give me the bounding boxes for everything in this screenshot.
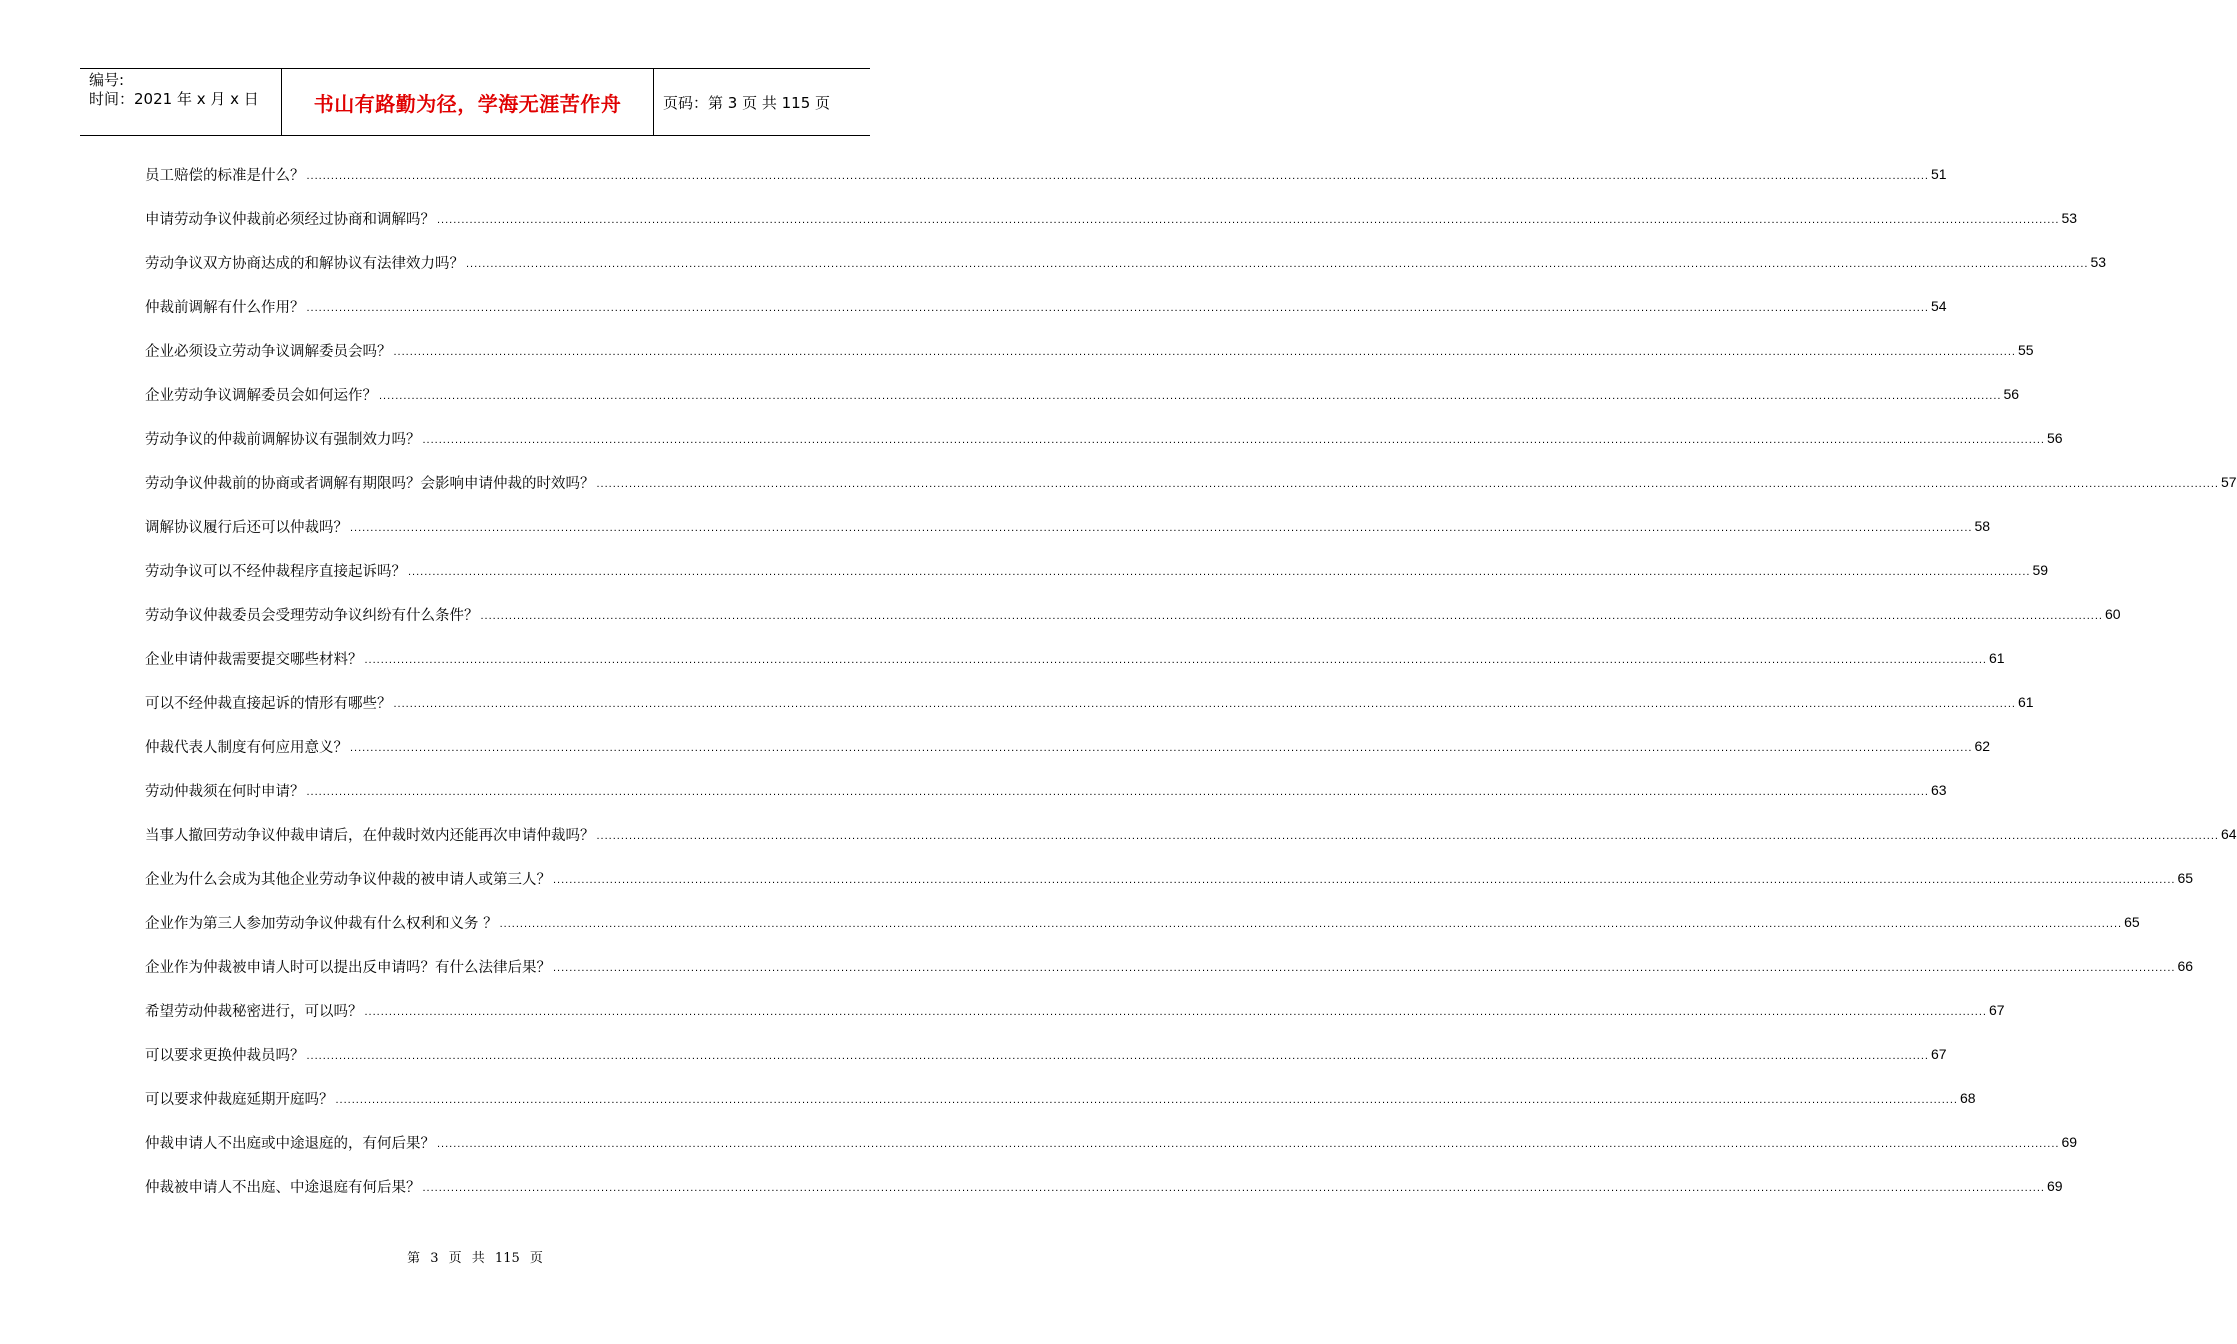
toc-entry-title: 企业作为第三人参加劳动争议仲裁有什么权利和义务 ？ (145, 915, 498, 932)
toc-entry[interactable] (145, 1076, 1976, 1120)
document-number-label: 编号: (89, 71, 125, 89)
toc-entry-title: 希望劳动仲裁秘密进行，可以吗？ (145, 1003, 363, 1020)
toc-dot-leader: ................................................................................................................................................................................................................................................................................................................................................................................................................ (393, 698, 2016, 710)
toc-entry[interactable] (145, 372, 2020, 416)
toc-entry-title: 仲裁申请人不出庭或中途退庭的，有何后果？ (145, 1135, 435, 1152)
toc-entry-page-number: 56 (2046, 430, 2063, 446)
toc-dot-leader: ................................................................................................................................................................................................................................................................................................................................................................................................................ (553, 962, 2176, 974)
table-of-contents (145, 152, 2237, 1208)
toc-entry[interactable] (145, 284, 1947, 328)
toc-entry-page-number: 57 (2220, 474, 2237, 490)
toc-entry[interactable] (145, 724, 1991, 768)
toc-dot-leader: ................................................................................................................................................................................................................................................................................................................................................................................................................ (499, 918, 2123, 930)
toc-entry-page-number: 65 (2124, 914, 2140, 930)
toc-dot-leader: ................................................................................................................................................................................................................................................................................................................................................................................................................ (306, 302, 1929, 314)
header-motto-cell (282, 69, 654, 135)
toc-entry-title: 企业申请仲裁需要提交哪些材料？ (145, 651, 363, 668)
toc-entry-title: 劳动争议仲裁委员会受理劳动争议纠纷有什么条件？ (145, 607, 479, 624)
toc-entry-title: 劳动争议可以不经仲裁程序直接起诉吗？ (145, 563, 406, 580)
toc-entry-title: 仲裁代表人制度有何应用意义？ (145, 739, 348, 756)
toc-entry[interactable] (145, 548, 2049, 592)
toc-entry-page-number: 60 (2104, 606, 2121, 622)
toc-entry-title: 劳动仲裁须在何时申请？ (145, 783, 305, 800)
toc-dot-leader: ................................................................................................................................................................................................................................................................................................................................................................................................................ (364, 1006, 1987, 1018)
toc-entry-title: 企业为什么会成为其他企业劳动争议仲裁的被申请人或第三人？ (145, 871, 551, 888)
toc-entry-page-number: 66 (2177, 958, 2194, 974)
toc-entry-page-number: 51 (1930, 166, 1947, 182)
toc-dot-leader: ................................................................................................................................................................................................................................................................................................................................................................................................................ (306, 786, 1929, 798)
toc-entry-title: 仲裁被申请人不出庭、中途退庭有何后果？ (145, 1179, 421, 1196)
toc-entry[interactable] (145, 196, 2078, 240)
page-header (80, 68, 870, 136)
toc-entry-title: 可以要求仲裁庭延期开庭吗？ (145, 1091, 334, 1108)
toc-entry[interactable] (145, 1120, 2078, 1164)
toc-entry[interactable] (145, 328, 2034, 372)
toc-entry-page-number: 58 (1974, 518, 1991, 534)
toc-dot-leader: ................................................................................................................................................................................................................................................................................................................................................................................................................ (306, 170, 1929, 182)
toc-entry-page-number: 69 (2046, 1178, 2063, 1194)
toc-entry-title: 可以要求更换仲裁员吗？ (145, 1047, 305, 1064)
toc-dot-leader: ................................................................................................................................................................................................................................................................................................................................................................................................................ (437, 1138, 2060, 1150)
toc-dot-leader: ................................................................................................................................................................................................................................................................................................................................................................................................................ (379, 390, 2002, 402)
toc-dot-leader: ................................................................................................................................................................................................................................................................................................................................................................................................................ (596, 478, 2219, 490)
toc-entry-title: 仲裁前调解有什么作用？ (145, 299, 305, 316)
toc-entry-page-number: 61 (2017, 694, 2034, 710)
toc-dot-leader: ................................................................................................................................................................................................................................................................................................................................................................................................................ (408, 566, 2031, 578)
page-footer: 第 3 页 共 115 页 (407, 1251, 543, 1266)
toc-entry[interactable] (145, 856, 2194, 900)
toc-dot-leader: ................................................................................................................................................................................................................................................................................................................................................................................................................ (422, 1182, 2045, 1194)
toc-entry[interactable] (145, 680, 2034, 724)
toc-dot-leader: ................................................................................................................................................................................................................................................................................................................................................................................................................ (466, 258, 2089, 270)
toc-entry[interactable] (145, 812, 2237, 856)
toc-entry[interactable] (145, 944, 2194, 988)
header-page-info: 页码：第 3 页 共 115 页 (663, 93, 831, 112)
toc-dot-leader: ................................................................................................................................................................................................................................................................................................................................................................................................................ (335, 1094, 1958, 1106)
toc-entry-page-number: 61 (1988, 650, 2005, 666)
toc-entry-title: 企业劳动争议调解委员会如何运作？ (145, 387, 377, 404)
toc-entry-page-number: 59 (2032, 562, 2049, 578)
toc-entry-page-number: 54 (1930, 298, 1947, 314)
toc-entry-title: 员工赔偿的标准是什么？ (145, 167, 305, 184)
toc-dot-leader: ................................................................................................................................................................................................................................................................................................................................................................................................................ (364, 654, 1987, 666)
toc-entry[interactable] (145, 768, 1947, 812)
toc-entry-title: 企业必须设立劳动争议调解委员会吗？ (145, 343, 392, 360)
toc-entry[interactable] (145, 152, 1947, 196)
document-date-label: 时间：2021 年 x 月 x 日 (89, 90, 259, 108)
toc-dot-leader: ................................................................................................................................................................................................................................................................................................................................................................................................................ (480, 610, 2103, 622)
toc-entry-title: 当事人撤回劳动争议仲裁申请后，在仲裁时效内还能再次申请仲裁吗？ (145, 827, 595, 844)
toc-dot-leader: ................................................................................................................................................................................................................................................................................................................................................................................................................ (350, 522, 1973, 534)
toc-entry[interactable] (145, 1164, 2063, 1208)
toc-entry-title: 可以不经仲裁直接起诉的情形有哪些？ (145, 695, 392, 712)
toc-entry-page-number: 65 (2177, 870, 2194, 886)
toc-dot-leader: ................................................................................................................................................................................................................................................................................................................................................................................................................ (393, 346, 2016, 358)
toc-dot-leader: ................................................................................................................................................................................................................................................................................................................................................................................................................ (553, 874, 2176, 886)
toc-dot-leader: ................................................................................................................................................................................................................................................................................................................................................................................................................ (596, 830, 2219, 842)
toc-entry[interactable] (145, 416, 2063, 460)
toc-entry-page-number: 62 (1974, 738, 1991, 754)
toc-entry-title: 劳动争议的仲裁前调解协议有强制效力吗？ (145, 431, 421, 448)
toc-entry-page-number: 56 (2003, 386, 2020, 402)
toc-dot-leader: ................................................................................................................................................................................................................................................................................................................................................................................................................ (422, 434, 2045, 446)
toc-dot-leader: ................................................................................................................................................................................................................................................................................................................................................................................................................ (306, 1050, 1929, 1062)
header-page-info-cell (654, 69, 870, 135)
toc-entry-page-number: 53 (2090, 254, 2107, 270)
toc-entry-title: 企业作为仲裁被申请人时可以提出反申请吗？有什么法律后果？ (145, 959, 551, 976)
toc-entry-title: 申请劳动争议仲裁前必须经过协商和调解吗？ (145, 211, 435, 228)
toc-entry[interactable] (145, 592, 2121, 636)
toc-dot-leader: ................................................................................................................................................................................................................................................................................................................................................................................................................ (350, 742, 1973, 754)
toc-entry-title: 调解协议履行后还可以仲裁吗？ (145, 519, 348, 536)
header-left-cell (80, 69, 282, 135)
toc-entry[interactable] (145, 504, 1991, 548)
toc-entry[interactable] (145, 900, 2140, 944)
toc-entry-page-number: 53 (2061, 210, 2078, 226)
toc-entry[interactable] (145, 636, 2005, 680)
toc-entry-page-number: 67 (1930, 1046, 1947, 1062)
toc-entry-page-number: 68 (1959, 1090, 1976, 1106)
toc-dot-leader: ................................................................................................................................................................................................................................................................................................................................................................................................................ (437, 214, 2060, 226)
toc-entry-title: 劳动争议仲裁前的协商或者调解有期限吗？会影响申请仲裁的时效吗？ (145, 475, 595, 492)
toc-entry-page-number: 67 (1988, 1002, 2005, 1018)
toc-entry-page-number: 69 (2061, 1134, 2078, 1150)
header-motto: 书山有路勤为径，学海无涯苦作舟 (313, 91, 622, 116)
toc-entry-page-number: 64 (2220, 826, 2237, 842)
toc-entry-title: 劳动争议双方协商达成的和解协议有法律效力吗？ (145, 255, 464, 272)
toc-entry[interactable] (145, 460, 2237, 504)
toc-entry-page-number: 63 (1930, 782, 1947, 798)
toc-entry[interactable] (145, 988, 2005, 1032)
toc-entry[interactable] (145, 1032, 1947, 1076)
toc-entry[interactable] (145, 240, 2107, 284)
toc-entry-page-number: 55 (2017, 342, 2034, 358)
